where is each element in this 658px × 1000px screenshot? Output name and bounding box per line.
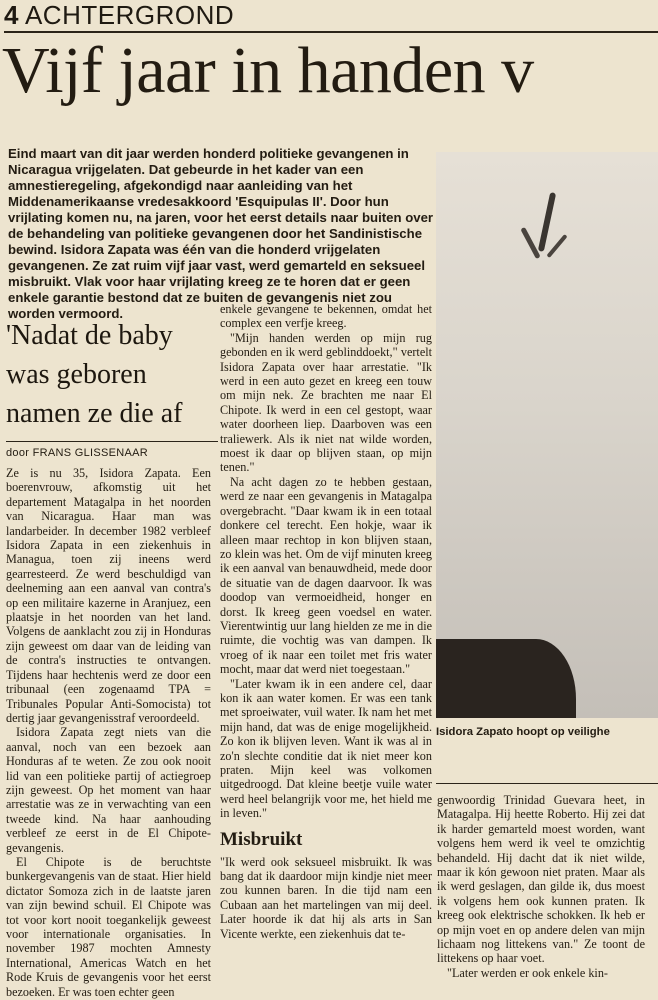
header-rule xyxy=(4,31,658,33)
paragraph: "Ik werd ook seksueel misbruikt. Ik was bang dat ik daardoor mijn kindje niet meer zou kunnen baren. In die tijd nam een Cubaan aan het martelingen van mij deel. Later hoorde ik dat hij als arts in San Vicente werkte, een ziekenhuis dat te- xyxy=(220,854,432,941)
intertitle: Misbruikt xyxy=(220,828,303,850)
column-2 xyxy=(220,302,432,941)
section-name: ACHTERGROND xyxy=(24,0,235,30)
paragraph: "Mijn handen werden op mijn rug gebonden en ik werd geblinddoekt," vertelt Isidora Zapata over haar arrestatie. "Ik werd in een auto gezet en kreeg een touw om mijn nek. Ze brachten me naar El Chipote. Ik werd in een cel gestopt, waar water doorheen liep. Daarboven was een traliewerk. Als ik niet nat wilde worden, moest ik daar op blijven staan, op mijn tenen." xyxy=(220,330,432,475)
photo-detail xyxy=(520,227,540,259)
paragraph: genwoordig Trinidad Guevara heet, in Matagalpa. Hij heette Roberto. Hij zei dat ik harder gemarteld moest worden, want volgens hem werd ik veel te omzichtig behandeld. Hij dacht dat ik niet wilde, maar ik kón gewoon niet praten. Maar als ik werd geslagen, dan gilde ik, dus moest ik volgens hem ook kunnen praten. Ik kreeg ook elektrische schokken. Ik heb er op mijn voet en op andere delen van mijn lichaam nog littekens van." Ze toont de littekens op haar voet. xyxy=(437,793,645,966)
paragraph: "Later kwam ik in een andere cel, daar kon ik aan water komen. Er was een tank met sproeiwater, vuil water. Ik nam het met mijn hand, dat was de enige mogelijkheid. Zo kon ik blijven leven. Want ik was al in zo'n slechte conditie dat ik niet meer kon praten. Mijn keel was volkomen uitgedroogd. Dat kleine beetje vuile water werd heel belangrijk voor me, het hield me in leven." xyxy=(220,676,432,821)
column-1 xyxy=(6,466,211,999)
photo-detail xyxy=(546,234,567,258)
byline: door FRANS GLISSENAAR xyxy=(6,441,218,459)
column-3 xyxy=(437,793,645,980)
paragraph: Ze is nu 35, Isidora Zapata. Een boerenvrouw, afkomstig uit het departement Matagalpa in het noorden van Nicaragua. Haar man was landarbeider. In december 1982 verbleef Isidora Zapata in een ziekenhuis in Managua, toen zij ineens werd gearresteerd. Ze werd beschuldigd van deelneming aan een aanval van contra's op een militaire kazerne in Aranjuez, een plaatsje in het noorden van het land. Volgens de aanklacht zou zij in Honduras zijn geweest om daar van de leiding van de contra's instructies te ontvangen. Tijdens haar hechtenis werd ze door een tribunaal (een zogenaamd TPA = Tribunales Popular Anti-Somocista) tot dertig jaar gevangenisstraf veroordeeld. xyxy=(6,466,211,725)
lead-paragraph: Eind maart van dit jaar werden honderd politieke gevangenen in Nicaragua vrijgelaten. Dat gebeurde in het kader van een amnestieregeling, afgekondigd naar aanleiding van het Middenamerikaanse vredesakkoord 'Esquipulas II'. Door hun vrijlating komen nu, na jaren, voor het eerst details naar buiten over de behandeling van politieke gevangenen door het Sandinistische bewind. Isidora Zapata was één van die honderd vrijgelaten gevangenen. Ze zat ruim vijf jaar vast, werd gemarteld en seksueel misbruikt. Vlak voor haar vrijlating kreeg ze te horen dat er geen enkele garantie bestond dat ze buiten de gevangenis niet zou worden vermoord. xyxy=(8,146,434,321)
photo-shadow xyxy=(436,639,576,718)
photo xyxy=(436,152,658,718)
paragraph: Na acht dagen zo te hebben gestaan, werd ze naar een gevangenis in Matagalpa overgebracht. "Daar kwam ik in een totaal donkere cel terecht. Een hokje, waar ik alleen maar rechtop in kon blijven staan, zo klein was het. Om de vijf minuten kreeg ik een aanval van benauwdheid, mede door de situatie van de dagen daarvoor. Ik was doodop van vermoeidheid, honger en dorst. Ik kreeg geen voedsel en water. Vierentwintig uur lang hielden ze me in die ruimte, die vochtig was van dampen. Ik vroeg of ik naar een toilet met fris water mocht, maar dat werd niet toegestaan." xyxy=(220,474,432,677)
paragraph: "Later werden er ook enkele kin- xyxy=(447,965,608,980)
page-number: 4 xyxy=(4,0,19,30)
photo-caption: Isidora Zapato hoopt op veilighe xyxy=(436,726,610,738)
paragraph: El Chipote is de beruchtste bunkergevangenis van de staat. Hier hield dictator Somoza zich in de laatste jaren van zijn bewind schuil. El Chipote was tot voor kort nooit toegankelijk geweest voor internationale organisaties. In november 1987 mochten Amnesty International, Americas Watch en het Rode Kruis de gevangenis voor het eerst bezoeken. Er was toen echter geen xyxy=(6,854,211,999)
headline: Vijf jaar in handen v xyxy=(2,34,534,107)
paragraph: Isidora Zapata zegt niets van die aanval, noch van een bezoek aan Honduras af te weten. Ze zou ook nooit lid van een politieke partij of actiegroep zijn geweest. Op het moment van haar arrestatie was ze in verwachting van een tweede kind. Na haar aanhouding verbleef ze eerst in de El Chipote-gevangenis. xyxy=(6,725,211,855)
paragraph: enkele gevangene te bekennen, omdat het complex een verfje kreeg. xyxy=(220,302,432,331)
section-header xyxy=(4,0,266,30)
subheadline: 'Nadat de baby was geboren namen ze die af xyxy=(6,320,183,429)
caption-rule xyxy=(436,783,658,784)
photo-detail xyxy=(538,192,556,252)
